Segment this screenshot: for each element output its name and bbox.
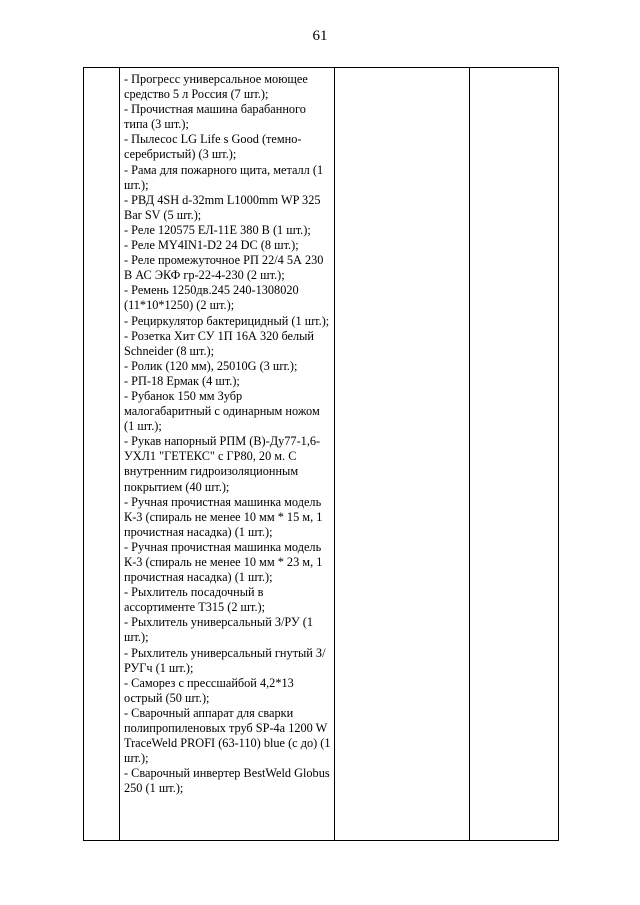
- list-item: - Рыхлитель универсальный З/РУ (1 шт.);: [124, 615, 313, 645]
- document-table: [83, 67, 559, 841]
- table-cell-number: [84, 68, 120, 841]
- list-item: - Реле промежуточное РП 22/4 5А 230 В АС ЭКФ гр-22-4-230 (2 шт.);: [124, 253, 324, 283]
- list-item: - Саморез с прессшайбой 4,2*13 острый (50 шт.);: [124, 675, 294, 705]
- list-item: - Прогресс универсальное моющее средство 5 л Россия (7 шт.);: [124, 72, 308, 102]
- table-row: [84, 68, 559, 841]
- list-item: - Розетка Хит СУ 1П 16А 320 белый Schneider (8 шт.);: [124, 328, 314, 358]
- list-item: - Рыхлитель посадочный в ассортименте Т315 (2 шт.);: [124, 585, 266, 615]
- list-item: - Рукав напорный РПМ (В)-Ду77-1,6-УХЛ1 "ГЕТЕКС" с ГР80, 20 м. С внутренним гидроизоляционным покрытием (40 шт.);: [124, 434, 321, 494]
- table-cell-items: [120, 68, 335, 841]
- item-list: [120, 68, 334, 797]
- list-item: - Сварочный инвертер BestWeld Globus 250 (1 шт.);: [124, 766, 330, 796]
- table-cell-empty: [335, 68, 470, 841]
- table-cell-empty: [470, 68, 559, 841]
- list-item: - Рама для пожарного щита, металл (1 шт.);: [124, 162, 324, 192]
- list-item: - Ручная прочистная машинка модель К-3 (спираль не менее 10 мм * 23 м, 1 прочистная насадка) (1 шт.);: [124, 539, 323, 585]
- list-item: - Сварочный аппарат для сварки полипропиленовых труб SP-4a 1200 W TraceWeld PROFI (63-110) blue (с до) (1 шт.);: [124, 705, 331, 766]
- list-item: - Реле MY4IN1-D2 24 DC (8 шт.);: [124, 238, 299, 253]
- list-item: - Рыхлитель универсальный гнутый З/РУГч (1 шт.);: [124, 645, 326, 675]
- list-item: - Реле 120575 ЕЛ-11Е 380 В (1 шт.);: [124, 222, 311, 237]
- list-item: - Прочистная машина барабанного типа (3 шт.);: [124, 102, 306, 132]
- list-item: - Ручная прочистная машинка модель К-3 (спираль не менее 10 мм * 15 м, 1 прочистная насадка) (1 шт.);: [124, 494, 323, 539]
- list-item: - РП-18 Ермак (4 шт.);: [124, 373, 240, 388]
- page-number: 61: [312, 28, 328, 44]
- list-item: - Ремень 1250дв.245 240-1308020 (11*10*1250) (2 шт.);: [124, 283, 299, 313]
- list-item: - Рубанок 150 мм Зубр малогабаритный с одинарным ножом (1 шт.);: [124, 388, 320, 434]
- list-item: - Ролик (120 мм), 25010G (3 шт.);: [124, 358, 298, 373]
- list-item: - Рециркулятор бактерицидный (1 шт.);: [124, 313, 330, 328]
- list-item: - РВД 4SH d-32mm L1000mm WP 325 Bar SV (5 шт.);: [124, 192, 321, 222]
- list-item: - Пылесос LG Life s Good (темно-серебристый) (3 шт.);: [124, 132, 302, 162]
